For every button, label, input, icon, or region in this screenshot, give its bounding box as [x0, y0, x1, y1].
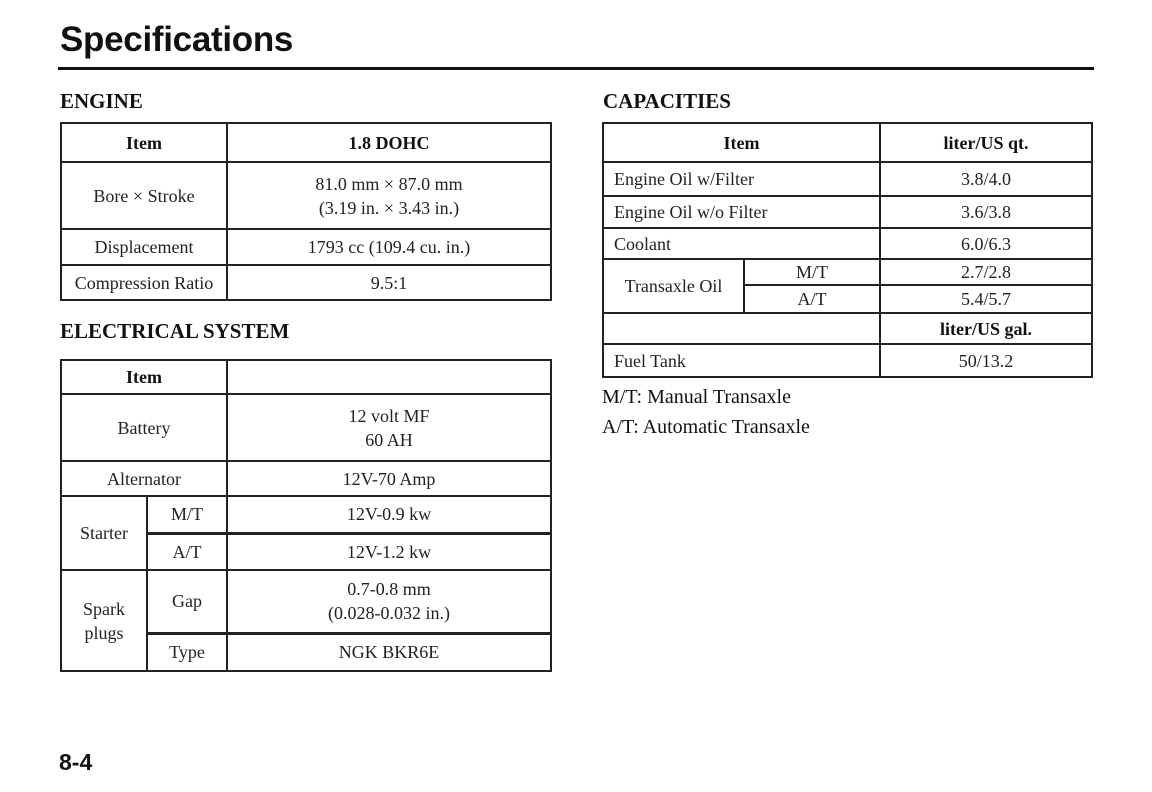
capacities-unit-item	[603, 313, 880, 344]
capacities-unit-gal: liter/US gal.	[880, 313, 1092, 344]
bore-stroke-metric: 81.0 mm × 87.0 mm	[315, 173, 463, 194]
capacities-row-fuel-tank	[603, 344, 1092, 377]
electrical-header-row	[61, 360, 551, 394]
spark-type-value: NGK BKR6E	[227, 633, 551, 671]
spark-plugs-label-line2: plugs	[84, 622, 124, 643]
capacities-unit-row-gal	[603, 313, 1092, 344]
engine-row-compression	[61, 265, 551, 300]
spark-gap-label: Gap	[147, 570, 227, 633]
capacities-row-transaxle-mt	[603, 259, 1092, 285]
capacities-row-oil-no-filter	[603, 196, 1092, 228]
alternator-label: Alternator	[61, 461, 227, 496]
electrical-heading: ELECTRICAL SYSTEM	[60, 319, 290, 343]
spark-gap-metric: 0.7-0.8 mm	[347, 579, 431, 600]
engine-item-displacement: Displacement	[61, 229, 227, 265]
engine-item-bore-stroke: Bore × Stroke	[61, 162, 227, 229]
note-manual-transaxle: M/T: Manual Transaxle	[602, 386, 791, 408]
starter-mt-value: 12V-0.9 kw	[227, 496, 551, 533]
fuel-tank-value: 50/13.2	[880, 344, 1092, 377]
oil-without-filter-value: 3.6/3.8	[880, 196, 1092, 228]
fuel-tank-label: Fuel Tank	[603, 344, 880, 377]
oil-with-filter-value: 3.8/4.0	[880, 162, 1092, 196]
capacities-heading: CAPACITIES	[603, 89, 731, 113]
engine-header-row	[61, 123, 551, 162]
engine-value-displacement: 1793 cc (109.4 cu. in.)	[227, 229, 551, 265]
electrical-table	[60, 359, 552, 672]
starter-at-value: 12V-1.2 kw	[227, 533, 551, 570]
capacities-table	[602, 122, 1093, 378]
title-rule	[58, 67, 1094, 70]
transaxle-mt-value: 2.7/2.8	[880, 259, 1092, 285]
electrical-row-alternator	[61, 461, 551, 496]
spark-gap-imperial: (0.028-0.032 in.)	[328, 603, 450, 624]
note-automatic-transaxle: A/T: Automatic Transaxle	[602, 416, 810, 438]
oil-with-filter-label: Engine Oil w/Filter	[603, 162, 880, 196]
transaxle-at-value: 5.4/5.7	[880, 285, 1092, 313]
bore-stroke-imperial: (3.19 in. × 3.43 in.)	[318, 197, 460, 218]
transaxle-oil-label: Transaxle Oil	[603, 259, 744, 313]
battery-label: Battery	[61, 394, 227, 461]
starter-at-label: A/T	[147, 533, 227, 570]
engine-row-bore-stroke	[61, 162, 551, 229]
capacities-header-row	[603, 123, 1092, 162]
engine-value-bore-stroke	[227, 162, 551, 229]
capacities-row-oil-filter	[603, 162, 1092, 196]
battery-capacity: 60 AH	[365, 429, 413, 450]
engine-table	[60, 122, 552, 301]
starter-label: Starter	[61, 496, 147, 570]
starter-mt-label: M/T	[147, 496, 227, 533]
engine-header-value: 1.8 DOHC	[227, 123, 551, 162]
page-number: 8-4	[59, 749, 93, 775]
alternator-value: 12V-70 Amp	[227, 461, 551, 496]
battery-voltage: 12 volt MF	[348, 405, 430, 426]
electrical-row-spark-gap	[61, 570, 551, 633]
capacities-header-item: Item	[603, 123, 880, 162]
electrical-header-item: Item	[61, 360, 227, 394]
spark-type-label: Type	[147, 633, 227, 671]
coolant-label: Coolant	[603, 228, 880, 259]
coolant-value: 6.0/6.3	[880, 228, 1092, 259]
engine-heading: ENGINE	[60, 89, 143, 113]
capacities-row-coolant	[603, 228, 1092, 259]
spark-plugs-label-line1: Spark	[83, 598, 125, 619]
engine-header-item: Item	[61, 123, 227, 162]
electrical-header-value	[227, 360, 551, 394]
engine-row-displacement	[61, 229, 551, 265]
transaxle-at-label: A/T	[744, 285, 880, 313]
page-title: Specifications	[60, 20, 294, 59]
oil-without-filter-label: Engine Oil w/o Filter	[603, 196, 880, 228]
spark-plugs-label	[61, 570, 147, 671]
transaxle-mt-label: M/T	[744, 259, 880, 285]
electrical-row-battery	[61, 394, 551, 461]
engine-value-compression: 9.5:1	[227, 265, 551, 300]
engine-item-compression: Compression Ratio	[61, 265, 227, 300]
capacities-header-value: liter/US qt.	[880, 123, 1092, 162]
electrical-row-starter-mt	[61, 496, 551, 533]
battery-value	[227, 394, 551, 461]
spark-gap-value	[227, 570, 551, 633]
